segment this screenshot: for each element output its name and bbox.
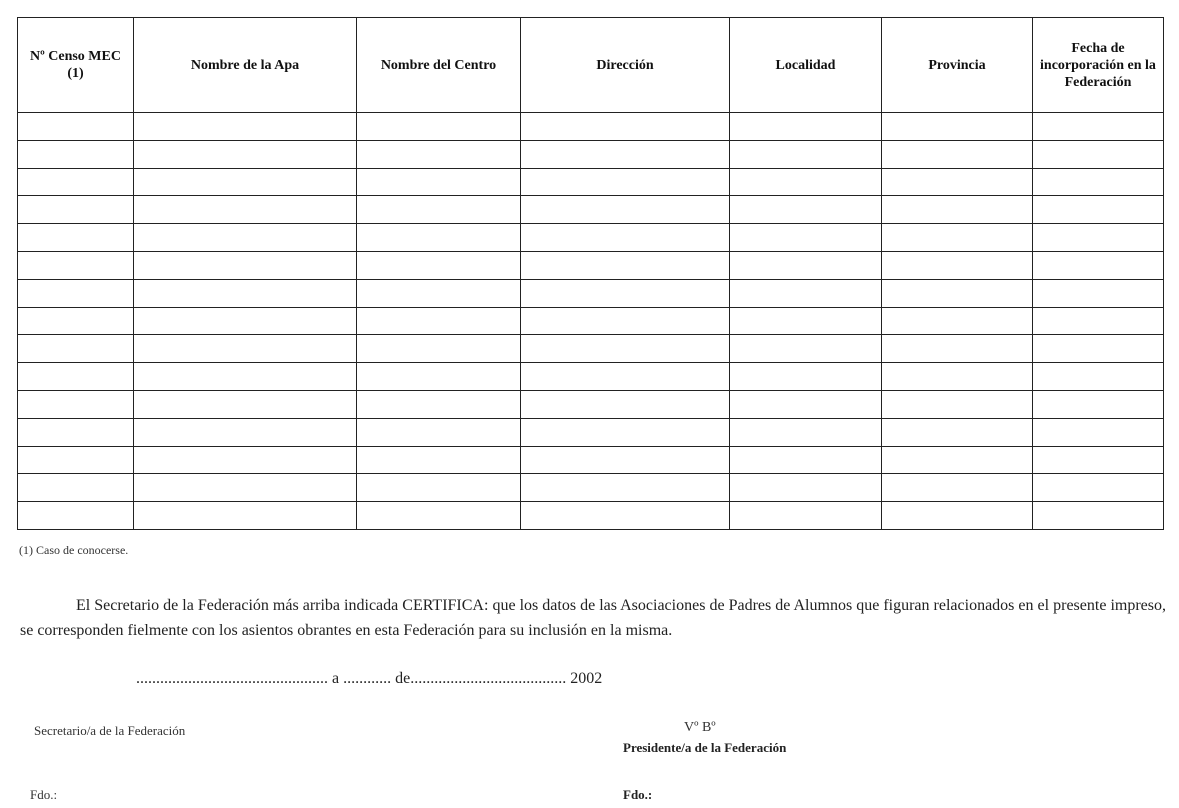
table-cell	[521, 335, 730, 363]
table-cell	[730, 390, 882, 418]
table-cell	[18, 196, 134, 224]
census-table-container	[17, 17, 1163, 530]
table-row	[18, 113, 1164, 141]
table-cell	[521, 474, 730, 502]
table-cell	[1033, 418, 1164, 446]
table-cell	[882, 168, 1033, 196]
table-cell	[730, 224, 882, 252]
table-cell	[521, 502, 730, 530]
table-header-row	[18, 18, 1164, 113]
table-cell	[1033, 363, 1164, 391]
table-cell	[18, 446, 134, 474]
secretary-signature-field: Fdo.:	[30, 787, 58, 802]
table-cell	[1033, 279, 1164, 307]
table-cell	[134, 307, 357, 335]
table-cell	[357, 251, 521, 279]
table-cell	[357, 307, 521, 335]
table-cell	[882, 279, 1033, 307]
table-cell	[521, 363, 730, 391]
table-cell	[521, 196, 730, 224]
table-cell	[1033, 168, 1164, 196]
table-cell	[18, 279, 134, 307]
table-row	[18, 418, 1164, 446]
table-cell	[357, 335, 521, 363]
table-cell	[730, 446, 882, 474]
president-signature-field: Fdo.:	[623, 787, 653, 802]
table-cell	[357, 474, 521, 502]
table-cell	[134, 502, 357, 530]
table-cell	[357, 279, 521, 307]
header-censo-mec: Nº Censo MEC (1)	[18, 18, 134, 113]
table-cell	[134, 474, 357, 502]
table-row	[18, 224, 1164, 252]
table-cell	[1033, 446, 1164, 474]
secretary-title: Secretario/a de la Federación	[34, 723, 186, 738]
table-cell	[882, 335, 1033, 363]
table-cell	[357, 140, 521, 168]
table-cell	[521, 390, 730, 418]
table-row	[18, 168, 1164, 196]
table-cell	[134, 279, 357, 307]
table-row	[18, 390, 1164, 418]
table-cell	[357, 168, 521, 196]
table-cell	[1033, 251, 1164, 279]
table-cell	[134, 224, 357, 252]
table-cell	[730, 474, 882, 502]
table-cell	[882, 307, 1033, 335]
table-row	[18, 363, 1164, 391]
visto-bueno-label: Vº Bº	[684, 720, 716, 735]
table-cell	[134, 363, 357, 391]
table-cell	[521, 446, 730, 474]
table-cell	[730, 140, 882, 168]
table-cell	[1033, 224, 1164, 252]
table-cell	[882, 502, 1033, 530]
table-cell	[134, 196, 357, 224]
table-cell	[18, 502, 134, 530]
table-cell	[134, 168, 357, 196]
table-cell	[882, 224, 1033, 252]
header-provincia: Provincia	[882, 18, 1033, 113]
header-nombre-centro: Nombre del Centro	[357, 18, 521, 113]
header-direccion: Dirección	[521, 18, 730, 113]
table-row	[18, 502, 1164, 530]
table-row	[18, 335, 1164, 363]
table-cell	[521, 113, 730, 141]
table-cell	[18, 335, 134, 363]
table-cell	[882, 418, 1033, 446]
table-cell	[134, 446, 357, 474]
table-cell	[134, 418, 357, 446]
table-row	[18, 474, 1164, 502]
table-cell	[882, 446, 1033, 474]
table-cell	[882, 140, 1033, 168]
table-cell	[730, 168, 882, 196]
table-cell	[357, 113, 521, 141]
table-cell	[730, 502, 882, 530]
table-body	[18, 113, 1164, 530]
table-cell	[882, 390, 1033, 418]
table-cell	[730, 418, 882, 446]
table-cell	[134, 140, 357, 168]
table-cell	[730, 251, 882, 279]
table-cell	[18, 224, 134, 252]
table-cell	[18, 390, 134, 418]
table-cell	[18, 140, 134, 168]
table-cell	[357, 363, 521, 391]
table-cell	[521, 251, 730, 279]
table-cell	[882, 196, 1033, 224]
table-cell	[134, 251, 357, 279]
header-localidad: Localidad	[730, 18, 882, 113]
table-cell	[18, 474, 134, 502]
table-row	[18, 307, 1164, 335]
table-row	[18, 140, 1164, 168]
table-cell	[882, 113, 1033, 141]
table-cell	[521, 224, 730, 252]
table-row	[18, 251, 1164, 279]
footnote: (1) Caso de conocerse.	[19, 543, 129, 557]
table-cell	[134, 113, 357, 141]
table-cell	[882, 251, 1033, 279]
table-cell	[357, 196, 521, 224]
table-cell	[18, 168, 134, 196]
table-row	[18, 196, 1164, 224]
table-cell	[521, 307, 730, 335]
table-cell	[1033, 474, 1164, 502]
table-cell	[18, 418, 134, 446]
table-cell	[357, 418, 521, 446]
table-cell	[730, 307, 882, 335]
table-cell	[18, 113, 134, 141]
table-cell	[730, 196, 882, 224]
certification-paragraph: El Secretario de la Federación más arriba indicada CERTIFICA: que los datos de las Asociaciones de Padres de Alumnos que figuran relacionados en el presente impreso, se corresponden fielmente con los asientos obrantes en esta Federación para su inclusión en la misma.	[20, 597, 1166, 639]
table-cell	[882, 474, 1033, 502]
table-cell	[730, 279, 882, 307]
table-cell	[18, 307, 134, 335]
table-cell	[521, 418, 730, 446]
table-cell	[730, 113, 882, 141]
table-cell	[18, 363, 134, 391]
table-cell	[357, 224, 521, 252]
table-cell	[1033, 502, 1164, 530]
date-line: ................................................ a ............ de....................................... 2002	[136, 670, 603, 687]
table-row	[18, 279, 1164, 307]
table-cell	[1033, 113, 1164, 141]
table-cell	[357, 446, 521, 474]
table-cell	[1033, 307, 1164, 335]
table-cell	[730, 335, 882, 363]
table-cell	[134, 335, 357, 363]
header-fecha-incorporacion: Fecha de incorporación en la Federación	[1033, 18, 1164, 113]
table-cell	[521, 168, 730, 196]
table-cell	[357, 502, 521, 530]
president-title: Presidente/a de la Federación	[623, 740, 787, 755]
table-cell	[1033, 196, 1164, 224]
table-cell	[134, 390, 357, 418]
table-cell	[357, 390, 521, 418]
table-cell	[1033, 140, 1164, 168]
table-cell	[1033, 390, 1164, 418]
table-cell	[1033, 335, 1164, 363]
header-nombre-apa: Nombre de la Apa	[134, 18, 357, 113]
census-table	[17, 17, 1164, 530]
table-cell	[521, 279, 730, 307]
table-cell	[521, 140, 730, 168]
table-cell	[18, 251, 134, 279]
table-row	[18, 446, 1164, 474]
table-cell	[882, 363, 1033, 391]
table-cell	[730, 363, 882, 391]
